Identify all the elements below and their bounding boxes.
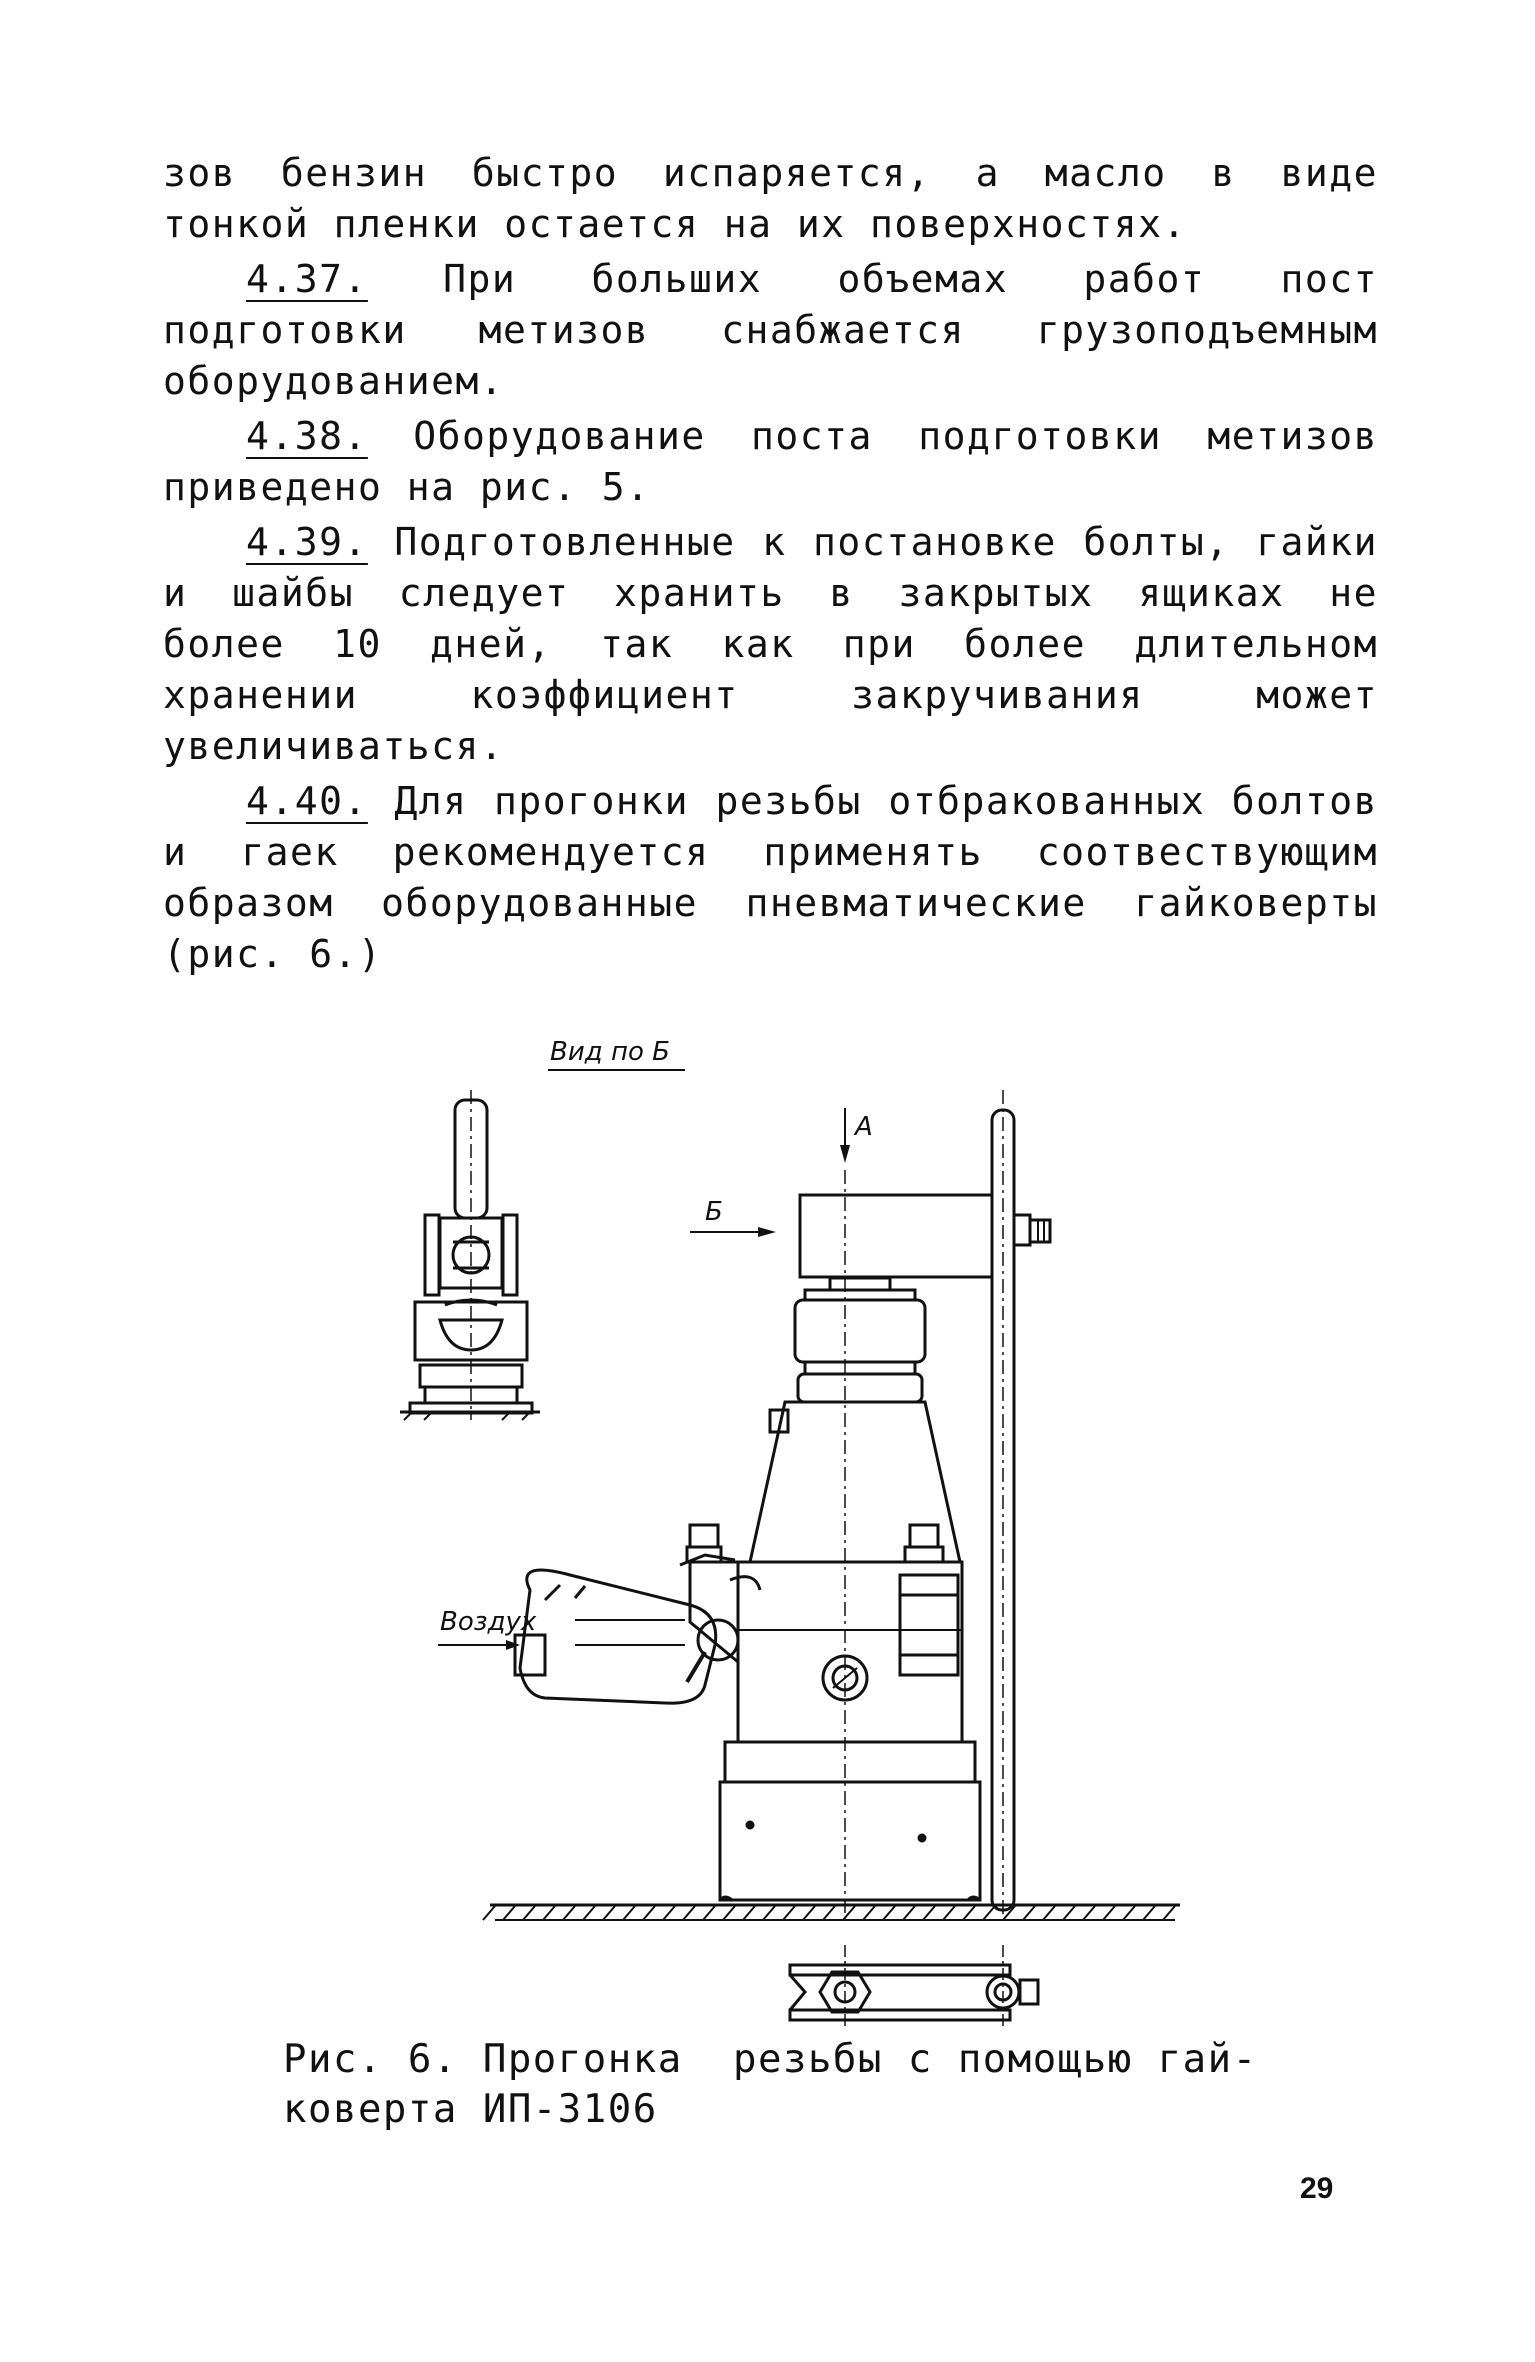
arrow-b-label: Б — [705, 1197, 723, 1227]
figure-6-drawing — [250, 1020, 1210, 2030]
paragraph-4-39 — [163, 517, 1378, 772]
caption-line1-part1: Рис. 6. Прогонка — [283, 2037, 683, 2082]
paragraph-4-40 — [163, 776, 1378, 980]
main-view-drawing — [438, 1090, 1180, 1920]
paragraph-number: 4.39. — [246, 520, 368, 564]
paragraph-text: зов бензин быстро испаряется, а масло в виде тонкой пленки остается на их поверхностях. — [163, 151, 1378, 246]
side-view-drawing — [400, 1090, 540, 1420]
caption-line1-part2: резьбы с помощью гай- — [733, 2037, 1258, 2082]
paragraph-continued — [163, 148, 1378, 250]
paragraph-number: 4.37. — [246, 257, 368, 301]
caption-line2: коверта ИП-3106 — [283, 2087, 658, 2132]
body-text — [163, 148, 1378, 984]
figure-caption — [283, 2035, 1283, 2135]
air-label: Воздух — [440, 1607, 537, 1637]
view-b-label: Вид по Б — [550, 1037, 670, 1067]
technical-drawing — [250, 1020, 1210, 2030]
paragraph-text: Для прогонки резьбы отбракованных болтов и гаек рекомендуется применять соотвествующим образом оборудованные пневматические гайковерты (рис. 6.) — [163, 779, 1378, 976]
page-number: 29 — [1300, 2172, 1334, 2205]
arrow-a-label: А — [855, 1112, 873, 1142]
plan-view-drawing — [790, 1945, 1038, 2030]
paragraph-4-38 — [163, 411, 1378, 513]
paragraph-text: Оборудование поста подготовки метизов приведено на рис. 5. — [163, 414, 1378, 509]
paragraph-4-37 — [163, 254, 1378, 407]
paragraph-text: При больших объемах работ пост подготовки метизов снабжается грузоподъемным оборудованием. — [163, 257, 1378, 403]
paragraph-number: 4.38. — [246, 414, 368, 458]
paragraph-text: Подготовленные к постановке болты, гайки и шайбы следует хранить в закрытых ящиках не более 10 дней, так как при более длительном хранении коэффициент закручивания может увеличиваться. — [163, 520, 1378, 768]
paragraph-number: 4.40. — [246, 779, 368, 823]
